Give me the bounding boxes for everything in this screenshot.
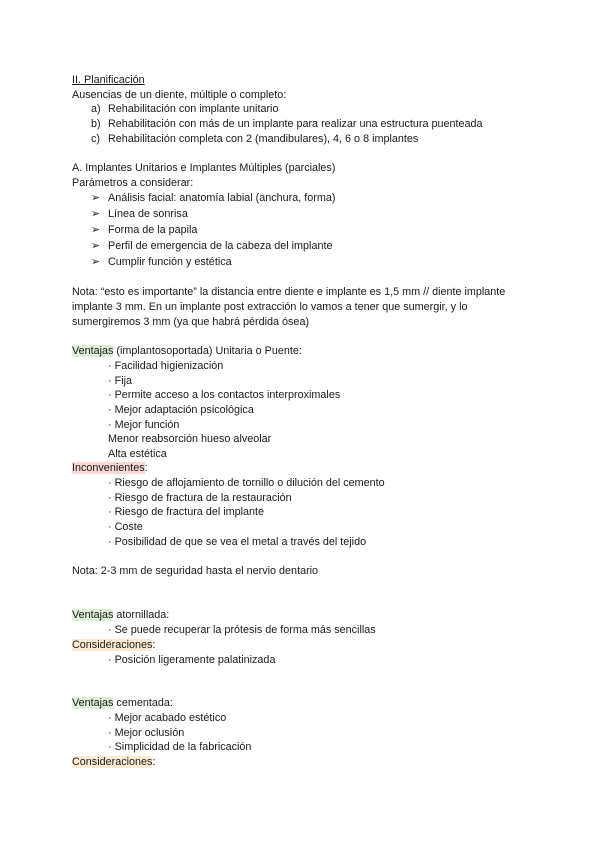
- note-line: implante 3 mm. En un implante post extracción lo vamos a tener que sumergir, y lo: [72, 301, 468, 313]
- note-line: sumergiremos 3 mm (ya que habrá pérdida ósea): [72, 316, 310, 328]
- list-item: · Coste: [108, 521, 143, 533]
- list-item: · Riesgo de aflojamiento de tornillo o dilución del cemento: [108, 477, 385, 489]
- list-item: b) Rehabilitación con más de un implante para realizar una estructura puenteada: [91, 118, 483, 130]
- section-title: II. Planificación: [72, 74, 145, 86]
- ventajas-cementada-heading: Ventajas cementada:: [72, 697, 173, 709]
- note-line: Nota: 2-3 mm de seguridad hasta el nervio dentario: [72, 565, 319, 577]
- list-item: · Facilidad higienización: [108, 360, 224, 372]
- list-item: · Simplicidad de la fabricación: [108, 741, 252, 753]
- list-item: · Mejor acabado estético: [108, 712, 227, 724]
- list-item: ➢ Análisis facial: anatomía labial (anchura, forma): [91, 192, 336, 204]
- inconvenientes-heading: Inconvenientes:: [72, 462, 148, 474]
- params-intro: Parámetros a considerar:: [72, 177, 194, 189]
- list-item: ➢ Forma de la papila: [91, 224, 198, 236]
- list-item: · Mejor oclusión: [108, 727, 185, 739]
- subsection-title: A. Implantes Unitarios e Implantes Múltiples (parciales): [72, 162, 336, 174]
- list-item: · Mejor función: [108, 419, 180, 431]
- arrow-bullet-icon: ➢: [91, 208, 101, 220]
- arrow-bullet-icon: ➢: [91, 224, 101, 236]
- list-item: · Posición ligeramente palatinizada: [108, 654, 276, 666]
- arrow-bullet-icon: ➢: [91, 256, 101, 268]
- list-item: c) Rehabilitación completa con 2 (mandibulares), 4, 6 o 8 implantes: [91, 133, 419, 145]
- list-item: · Permite acceso a los contactos interproximales: [108, 389, 341, 401]
- arrow-bullet-icon: ➢: [91, 240, 101, 252]
- note-line: Nota: “esto es importante” la distancia entre diente e implante es 1,5 mm // diente implante: [72, 286, 506, 298]
- list-item: · Posibilidad de que se vea el metal a través del tejido: [108, 536, 367, 548]
- list-item: · Se puede recuperar la prótesis de forma más sencillas: [108, 624, 376, 636]
- list-item: ➢ Cumplir función y estética: [91, 256, 232, 268]
- consideraciones-heading: Consideraciones:: [72, 756, 156, 768]
- ventajas-heading: Ventajas (implantosoportada) Unitaria o Puente:: [72, 345, 302, 357]
- intro-text: Ausencias de un diente, múltiple o completo:: [72, 89, 287, 101]
- list-item: ➢ Perfil de emergencia de la cabeza del implante: [91, 240, 333, 252]
- ventajas-atornillada-heading: Ventajas atornillada:: [72, 609, 170, 621]
- list-item: · Mejor adaptación psicológica: [108, 404, 254, 416]
- list-item: Alta estética: [108, 448, 167, 460]
- list-item: · Fija: [108, 375, 132, 387]
- list-item: · Riesgo de fractura de la restauración: [108, 492, 292, 504]
- consideraciones-heading: Consideraciones:: [72, 639, 156, 651]
- list-item: · Riesgo de fractura del implante: [108, 506, 265, 518]
- list-item: Menor reabsorción hueso alveolar: [108, 433, 272, 445]
- arrow-bullet-icon: ➢: [91, 192, 101, 204]
- list-item: ➢ Línea de sonrisa: [91, 208, 188, 220]
- list-item: a) Rehabilitación con implante unitario: [91, 103, 279, 115]
